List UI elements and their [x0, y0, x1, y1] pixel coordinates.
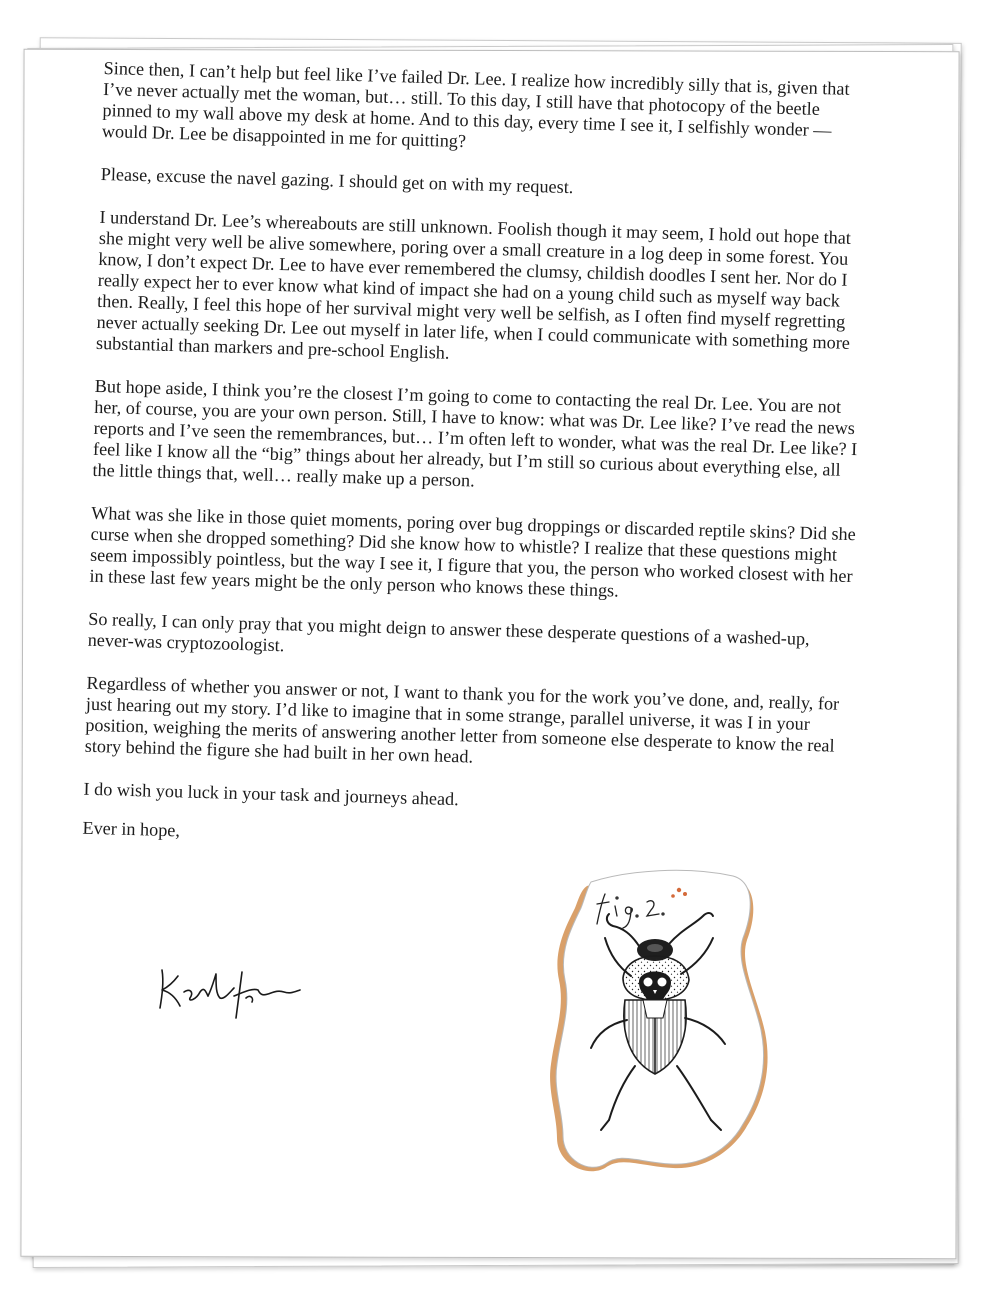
paragraph-6: So really, I can only pray that you might deign to answer these desperate questions of a washed-up, never-was cryptozoologist. [87, 608, 810, 656]
closing-line: Ever in hope, [82, 817, 181, 841]
paragraph-7: Regardless of whether you answer or not, I want to thank you for the work you’ve done, and, really, for just hearing out my story. I’d like to imagine that in some strange, parallel universe, it was I in your position, weighing the merits of answering another letter from someone else desperate to know the real story behind the figure she had built in her own head. [84, 672, 840, 767]
paragraph-4: But hope aside, I think you’re the closest I’m going to come to contacting the real Dr. Lee. You are not her, of course, you are your own person. Still, I have to know: what was Dr. Lee like? I’ve read the news reports and I’ve seen the remembrances, but… I’m often left to wonder, what was the real Dr. Lee like? I feel like I know all the “big” things about her already, but I’m still so curious about everything else, all the little things that, well… really make up a person. [92, 375, 858, 491]
paragraph-1: Since then, I can’t help but feel like I’ve failed Dr. Lee. I realize how incredibly silly that is, given that I’ve never actually met the woman, but… still. To this day, I still have that photocopy of the beetle pinned to my wall above my desk at home. And to this day, every time I see it, I selfishly wonder — would Dr. Lee be disappointed in me for quitting? [101, 58, 850, 152]
letter-body [82, 58, 874, 882]
beetle-figure-card [535, 868, 775, 1178]
paragraph-2: Please, excuse the navel gazing. I should get on with my request. [100, 163, 574, 198]
paragraph-5: What was she like in those quiet moments, poring over bug droppings or discarded reptile skins? Did she curse when she dropped something? Did she know how to whistle? I realize that these questions might seem impossibly pointless, but the way I see it, I figure that you, the person who worked closest with her in these last few years might be the only person who knows these things. [89, 502, 857, 601]
paragraph-8: I do wish you luck in your task and journeys ahead. [83, 778, 460, 810]
signature [150, 962, 310, 1022]
paragraph-3: I understand Dr. Lee’s whereabouts are still unknown. Foolish though it may seem, I hold out hope that she might very well be alive somewhere, poring over a small creature in a log deep in some forest. You know, I don’t expect Dr. Lee to have ever remembered the clumsy, childish doodles I sent her. Nor do I really expect her to ever know what kind of impact she had on a young child such as myself way back then. Really, I feel this hope of her survival might very well be selfish, as I often find myself regretting never actually seeking Dr. Lee out myself in later life, when I could communicate with something more substantial than markers and pre-school English. [95, 206, 852, 363]
